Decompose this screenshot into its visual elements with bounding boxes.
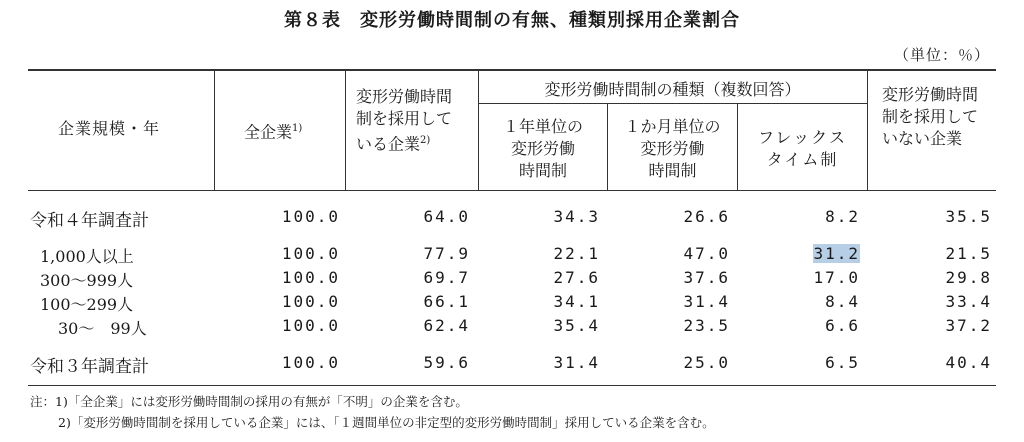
footnote-1: 注：1)「全企業」には変形労働時間制の採用の有無が「不明」の企業を含む。 — [30, 394, 468, 409]
cell-adopting: 62.4 — [423, 316, 470, 335]
header-type-1month-line-2: 変形労働 — [640, 139, 705, 158]
cell-all: 100.0 — [281, 292, 340, 311]
cell-type-1year: 34.3 — [553, 207, 600, 226]
row-label-300-999: 300～999人 — [40, 271, 134, 290]
cell-all: 100.0 — [281, 268, 340, 287]
header-not-adopting-line-1: 変形労働時間 — [882, 85, 979, 104]
row-label-30-99: 30～ 99人 — [58, 319, 147, 338]
cell-not-adopting: 37.2 — [945, 316, 992, 335]
footnote-2: 2)「変形労働時間制を採用している企業」には、「１週間単位の非定型的変形労働時間制」採用している企業を含む。 — [58, 415, 715, 430]
cell-not-adopting: 29.8 — [945, 268, 992, 287]
header-type-flextime — [738, 127, 867, 171]
bottom-rule — [28, 385, 996, 386]
cell-adopting: 59.6 — [423, 353, 470, 372]
header-not-adopting-line-3: いない企業 — [882, 129, 963, 148]
header-adopting-line-3-text: いる企業 — [356, 134, 421, 154]
row-label-r4-total: 令和４年調査計 — [30, 211, 149, 231]
cell-all: 100.0 — [281, 207, 340, 226]
header-adopting-line-2: 制を採用して — [356, 109, 453, 128]
cell-all: 100.0 — [281, 316, 340, 335]
header-type-1year-line-1: １年単位の — [502, 117, 583, 136]
row-label-1000-plus: 1,000人以上 — [40, 247, 134, 266]
cell-adopting: 64.0 — [423, 207, 470, 226]
cell-all: 100.0 — [281, 244, 340, 263]
header-adopting — [356, 86, 452, 155]
selected-cell-highlight[interactable]: 31.2 — [813, 244, 860, 263]
cell-not-adopting: 21.5 — [945, 244, 992, 263]
cell-type-1month: 47.0 — [683, 244, 730, 263]
header-type-1year-line-3: 時間制 — [518, 161, 567, 180]
cell-type-flextime: 6.6 — [825, 316, 860, 335]
row-label-100-299: 100～299人 — [40, 295, 134, 314]
cell-type-1year: 22.1 — [553, 244, 600, 263]
col-divider-6 — [867, 70, 868, 190]
header-type-1year-line-2: 変形労働 — [510, 139, 575, 158]
cell-type-flextime: 6.5 — [825, 353, 860, 372]
cell-type-flextime: 8.4 — [825, 292, 860, 311]
table-title: 第８表 変形労働時間制の有無、種類別採用企業割合 — [284, 10, 740, 31]
cell-type-1year: 31.4 — [553, 353, 600, 372]
col-divider-2 — [345, 70, 346, 190]
header-adopting-line-3 — [356, 130, 452, 155]
cell-type-1year: 34.1 — [553, 292, 600, 311]
header-bottom-rule — [28, 190, 996, 191]
header-type-1month-line-3: 時間制 — [648, 161, 697, 180]
header-all-companies — [244, 118, 302, 143]
cell-type-flextime: 17.0 — [813, 268, 860, 287]
footnote-ref-2: 2) — [420, 135, 431, 146]
top-rule — [28, 69, 996, 71]
cell-type-1month: 23.5 — [683, 316, 730, 335]
cell-all: 100.0 — [281, 353, 340, 372]
header-types-group: 変形労働時間制の種類（複数回答） — [544, 80, 801, 99]
header-all-companies-label: 全企業 — [244, 122, 293, 142]
cell-type-1year: 27.6 — [553, 268, 600, 287]
cell-type-flextime: 8.2 — [825, 207, 860, 226]
cell-adopting: 77.9 — [423, 244, 470, 263]
cell-type-1month: 25.0 — [683, 353, 730, 372]
cell-type-1month: 37.6 — [683, 268, 730, 287]
header-type-flextime-line-1: フレックス — [757, 128, 848, 147]
cell-not-adopting: 33.4 — [945, 292, 992, 311]
cell-not-adopting: 35.5 — [945, 207, 992, 226]
cell-type-1year: 35.4 — [553, 316, 600, 335]
cell-not-adopting: 40.4 — [945, 353, 992, 372]
col-divider-1 — [214, 70, 215, 190]
cell-type-1month: 31.4 — [683, 292, 730, 311]
header-size-year: 企業規模・年 — [58, 119, 161, 138]
header-type-1month — [608, 116, 737, 182]
header-not-adopting-line-2: 制を採用して — [882, 107, 979, 126]
cell-type-1month: 26.6 — [683, 207, 730, 226]
header-adopting-line-1: 変形労働時間 — [356, 87, 453, 106]
footnote-ref-1: 1) — [292, 123, 303, 134]
cell-adopting: 66.1 — [423, 292, 470, 311]
header-not-adopting — [882, 84, 978, 150]
cell-type-flextime — [742, 244, 860, 263]
group-header-rule — [478, 103, 867, 104]
row-label-r3-total: 令和３年調査計 — [30, 357, 149, 377]
header-type-1year — [479, 116, 607, 182]
header-type-flextime-line-2: タイム制 — [766, 150, 839, 169]
unit-label: （単位：％） — [893, 46, 990, 64]
cell-adopting: 69.7 — [423, 268, 470, 287]
header-type-1month-line-1: １か月単位の — [624, 117, 721, 136]
